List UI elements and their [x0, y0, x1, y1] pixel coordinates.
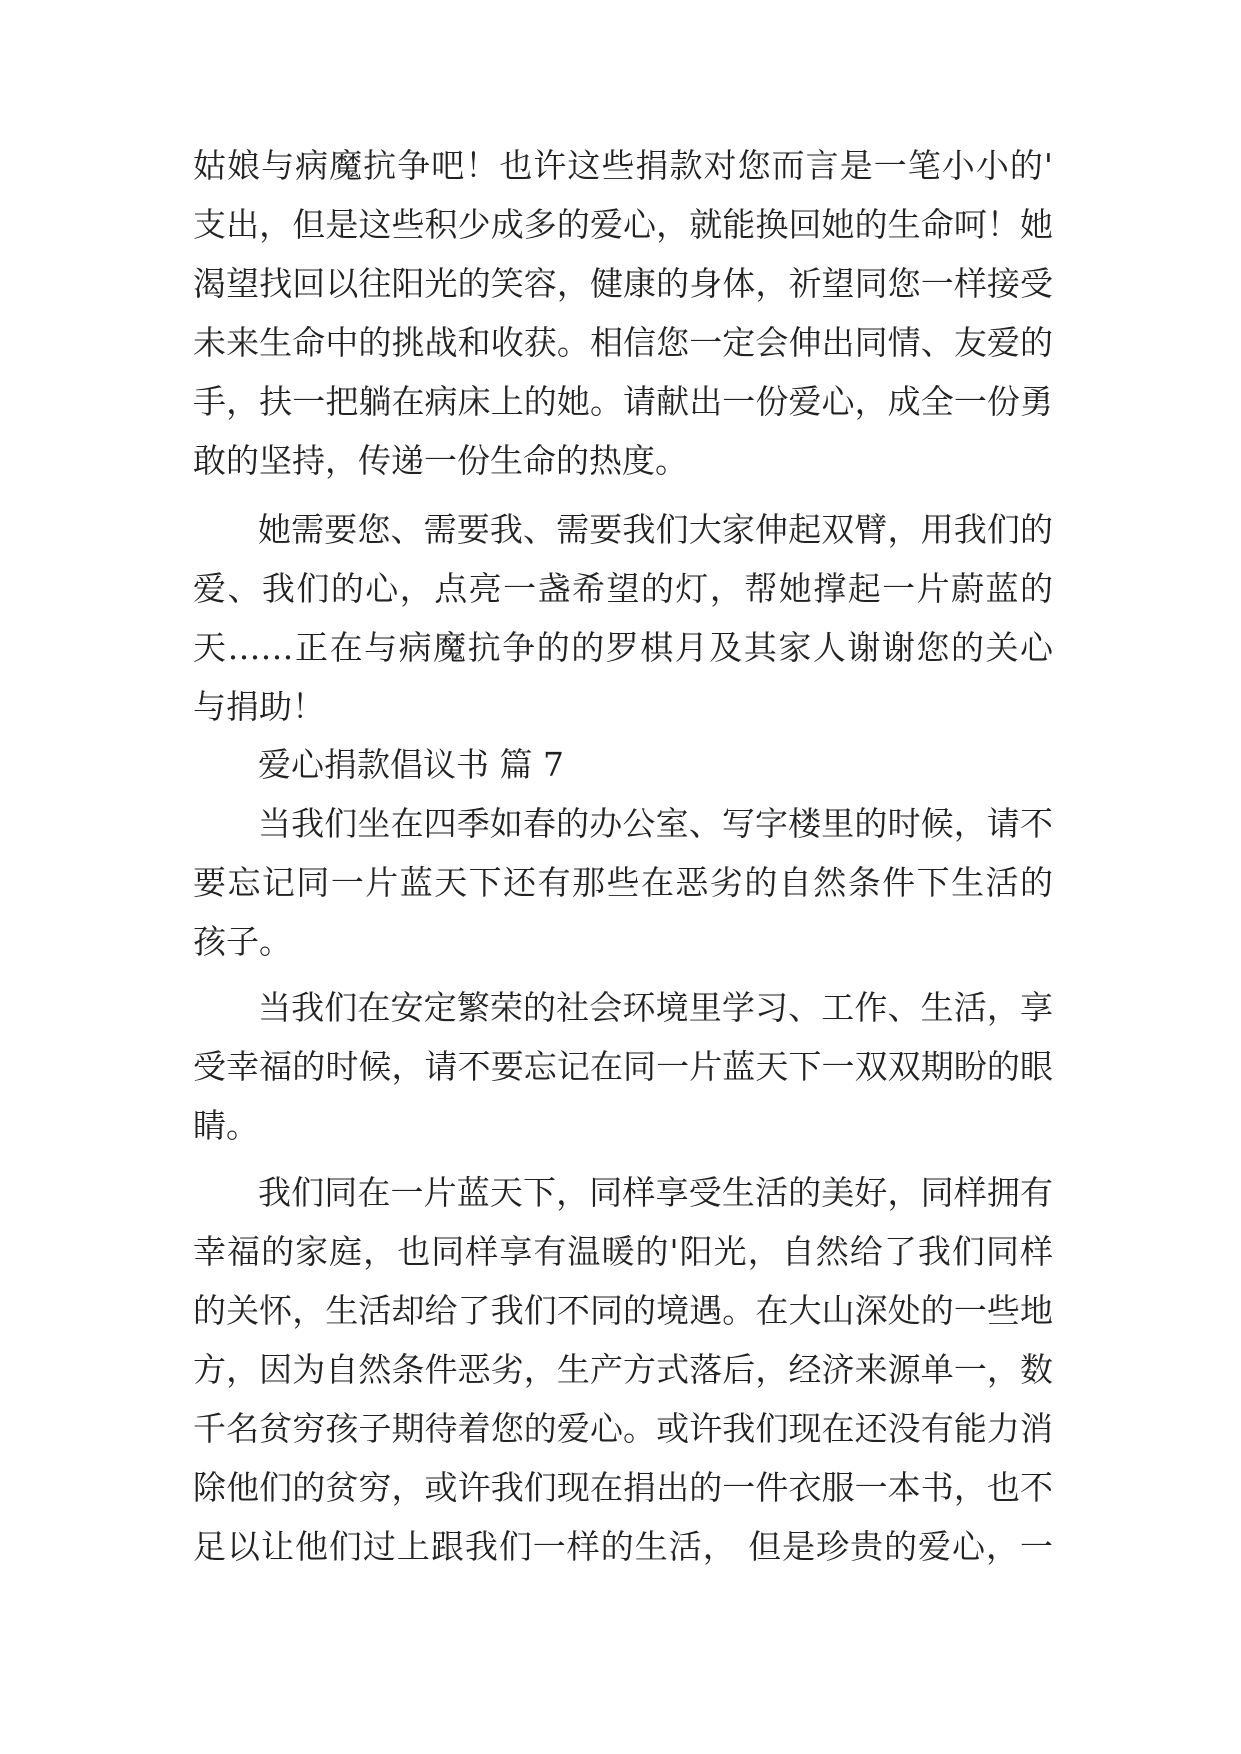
text-line: 千名贫穷孩子期待着您的爱心。或许我们现在还没有能力消: [193, 1409, 1053, 1448]
paragraph-first-line: 她需要您、需要我、需要我们大家伸起双臂，用我们的: [258, 510, 1053, 549]
paragraph-first-line: 我们同在一片蓝天下，同样享受生活的美好，同样拥有: [258, 1173, 1053, 1212]
text-line: 的关怀，生活却给了我们不同的境遇。在大山深处的一些地: [193, 1291, 1053, 1330]
text-line: 孩子。: [193, 922, 292, 961]
text-line: 未来生命中的挑战和收获。相信您一定会伸出同情、友爱的: [193, 323, 1053, 362]
text-line: 姑娘与病魔抗争吧！也许这些捐款对您而言是一笔小小的': [193, 146, 1053, 185]
text-line: 方，因为自然条件恶劣，生产方式落后，经济来源单一，数: [193, 1350, 1053, 1389]
text-line: 爱、我们的心，点亮一盏希望的灯，帮她撑起一片蔚蓝的: [193, 569, 1053, 608]
text-line: 幸福的家庭，也同样享有温暖的'阳光，自然给了我们同样: [193, 1232, 1053, 1271]
text-line: 渴望找回以往阳光的笑容，健康的身体，祈望同您一样接受: [193, 264, 1053, 303]
paragraph-first-line: 当我们坐在四季如春的办公室、写字楼里的时候，请不: [258, 804, 1053, 843]
text-line: 与捐助！: [193, 687, 325, 726]
text-line: 支出，但是这些积少成多的爱心，就能换回她的生命呵！她: [193, 205, 1053, 244]
text-line: 足以让他们过上跟我们一样的生活， 但是珍贵的爱心，一: [193, 1527, 1053, 1566]
text-line: 要忘记同一片蓝天下还有那些在恶劣的自然条件下生活的: [193, 863, 1053, 902]
section-heading: 爱心捐款倡议书 篇 7: [258, 745, 564, 784]
text-line: 除他们的贫穷，或许我们现在捐出的一件衣服一本书，也不: [193, 1468, 1053, 1507]
paragraph-first-line: 当我们在安定繁荣的社会环境里学习、工作、生活，享: [258, 988, 1053, 1027]
text-line: 受幸福的时候，请不要忘记在同一片蓝天下一双双期盼的眼: [193, 1047, 1053, 1086]
text-line: 天……正在与病魔抗争的的罗棋月及其家人谢谢您的关心: [193, 628, 1053, 667]
text-line: 敢的坚持，传递一份生命的热度。: [193, 441, 688, 480]
text-line: 睛。: [193, 1106, 259, 1145]
text-line: 手，扶一把躺在病床上的她。请献出一份爱心，成全一份勇: [193, 382, 1053, 421]
